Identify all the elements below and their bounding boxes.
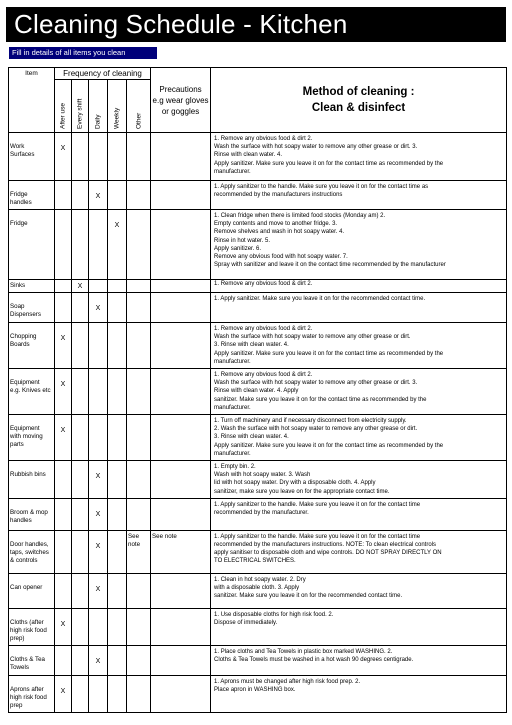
method-cell [211, 530, 507, 573]
method-line: Wash the surface with hot soapy water to remove any other grease or dirt. 3. [214, 144, 418, 151]
method-line: 1. Clean fridge when there is limited food stocks (Monday am) 2. [214, 213, 386, 219]
frequency-mark [89, 280, 108, 293]
frequency-mark [89, 608, 108, 645]
frequency-mark: X [55, 675, 72, 712]
frequency-mark [72, 133, 89, 181]
frequency-mark [127, 323, 151, 369]
method-line: with a disposable cloth. 3. Apply [214, 585, 300, 592]
frequency-mark: X [55, 369, 72, 415]
frequency-mark [127, 573, 151, 608]
frequency-header: Frequency of cleaning [55, 68, 151, 80]
table-row [9, 645, 507, 675]
method-line: Apply sanitizer. Make sure you leave it on for the contact time as recommended by the [214, 442, 444, 449]
frequency-mark: X [89, 645, 108, 675]
frequency-mark [55, 181, 72, 210]
method-line: 1. Clean in hot soapy water. 2. Dry [214, 576, 306, 583]
frequency-mark [55, 498, 72, 530]
frequency-mark [108, 645, 127, 675]
method-line: 1. Apply sanitizer to the handle. Make sure you leave it on for the contact time [214, 501, 421, 508]
frequency-mark: X [55, 608, 72, 645]
item-name: Rubbish bins [9, 461, 55, 499]
method-line: Apply sanitizer. Make sure you leave it on for the contact time as recommended by the [214, 160, 444, 167]
method-line: manufacturer. [214, 404, 251, 411]
frequency-mark [127, 415, 151, 461]
method-line: recommended by the manufacturers instructions [214, 192, 343, 199]
method-line: Wash with hot soapy water. 3. Wash [214, 472, 311, 479]
method-line: Place apron in WASHING box. [214, 687, 296, 694]
other-frequency-note: See note [127, 530, 151, 573]
freq-after-use-header: After use [55, 80, 72, 133]
method-line: 1. Aprons must be changed after high risk food prep. 2. [214, 678, 361, 685]
item-name: Door handles, taps, switches & controls [9, 530, 55, 573]
frequency-mark [127, 645, 151, 675]
method-line: lid with hot soapy water. Dry with a disposable cloth. 4. Apply [214, 480, 376, 487]
frequency-mark [127, 369, 151, 415]
frequency-mark [108, 280, 127, 293]
frequency-mark: X [89, 530, 108, 573]
table-row [9, 293, 507, 323]
method-cell [211, 280, 507, 293]
frequency-mark [108, 133, 127, 181]
cleaning-schedule-table [8, 67, 507, 713]
precautions-cell [151, 293, 211, 323]
frequency-mark: X [89, 293, 108, 323]
item-name: Broom & mop handles [9, 498, 55, 530]
frequency-mark [127, 608, 151, 645]
method-line: recommended by the manufacturer. [214, 510, 309, 517]
frequency-mark [72, 645, 89, 675]
precautions-cell [151, 323, 211, 369]
frequency-mark [72, 369, 89, 415]
frequency-mark [89, 415, 108, 461]
method-cell [211, 323, 507, 369]
frequency-mark [108, 369, 127, 415]
table-row [9, 498, 507, 530]
method-line: Dispose of immediately. [214, 620, 278, 627]
frequency-mark [108, 293, 127, 323]
method-line: Remove shelves and wash in hot soapy water. 4. [214, 229, 345, 236]
method-line: 1. Turn off machinery and if necessary disconnect from electricity supply. [214, 418, 407, 425]
method-line: Spray with sanitizer and leave it on the contact time recommended by the manufacturer [214, 262, 446, 269]
frequency-mark [72, 415, 89, 461]
method-line: 3. Rinse with clean water. 4. [214, 434, 289, 441]
frequency-mark [89, 369, 108, 415]
method-line: manufacturer. [214, 450, 251, 457]
frequency-mark [89, 675, 108, 712]
table-row [9, 608, 507, 645]
freq-other-header: Other [127, 80, 151, 133]
method-cell [211, 293, 507, 323]
method-line: Apply sanitizer. 6. [214, 245, 262, 252]
precautions-cell [151, 210, 211, 280]
method-line: Cloths & Tea Towels must be washed in a hot wash 90 degrees centigrade. [214, 657, 414, 664]
method-line: 1. Apply sanitizer. Make sure you leave it on for the recommended contact time. [214, 296, 426, 302]
method-line: 1. Remove any obvious food & dirt 2. [214, 136, 313, 142]
precautions-cell [151, 675, 211, 712]
frequency-mark [72, 181, 89, 210]
method-cell [211, 369, 507, 415]
method-line: 1. Remove any obvious food & dirt 2. [214, 281, 313, 287]
precautions-cell: See note [151, 530, 211, 573]
frequency-mark [55, 293, 72, 323]
frequency-mark [72, 498, 89, 530]
frequency-mark: X [89, 181, 108, 210]
item-name: Equipment e.g. Knives etc [9, 369, 55, 415]
frequency-mark [127, 280, 151, 293]
item-name: Cloths (after high risk food prep) [9, 608, 55, 645]
precautions-cell [151, 369, 211, 415]
item-name: Chopping Boards [9, 323, 55, 369]
method-line: 1. Use disposable cloths for high risk food. 2. [214, 611, 334, 618]
method-line: 2. Wash the surface with hot soapy water to remove any other grease or dirt. [214, 426, 418, 433]
frequency-mark [108, 573, 127, 608]
frequency-mark [72, 608, 89, 645]
table-row [9, 415, 507, 461]
freq-daily-header: Daily [89, 80, 108, 133]
method-line: 1. Remove any obvious food & dirt 2. [214, 326, 313, 332]
method-line: Apply sanitizer. Make sure you leave it on for the contact time as recommended by the [214, 350, 444, 357]
precautions-cell [151, 573, 211, 608]
frequency-mark [55, 573, 72, 608]
method-line: sanitizer. Make sure you leave it on for the contact time as recommended by the [214, 396, 427, 403]
precautions-cell [151, 498, 211, 530]
frequency-mark [72, 293, 89, 323]
frequency-mark [108, 415, 127, 461]
frequency-mark [108, 675, 127, 712]
precautions-cell [151, 280, 211, 293]
table-row [9, 573, 507, 608]
method-header: Method of cleaning : Clean & disinfect [211, 68, 507, 133]
method-cell [211, 608, 507, 645]
frequency-mark [55, 461, 72, 499]
frequency-mark [89, 210, 108, 280]
table-row [9, 280, 507, 293]
table-row [9, 369, 507, 415]
item-name: Fridge handles [9, 181, 55, 210]
table-row [9, 133, 507, 181]
table-row [9, 461, 507, 499]
precautions-cell [151, 608, 211, 645]
frequency-mark [72, 210, 89, 280]
precautions-cell [151, 181, 211, 210]
frequency-mark [89, 323, 108, 369]
frequency-mark: X [89, 461, 108, 499]
frequency-mark [55, 645, 72, 675]
method-cell [211, 675, 507, 712]
method-line: Remove any obvious food with hot soapy water. 7. [214, 254, 348, 261]
precautions-cell [151, 133, 211, 181]
frequency-mark [127, 133, 151, 181]
method-line: recommended by the manufacturers instructions. NOTE: To clean electrical controls [214, 542, 437, 549]
method-line: 1. Empty bin. 2. [214, 464, 256, 471]
method-line: 1. Apply sanitizer to the handle. Make sure you leave it on for the contact time as [214, 184, 429, 190]
item-name: Equipment with moving parts [9, 415, 55, 461]
frequency-mark [127, 675, 151, 712]
precautions-cell [151, 461, 211, 499]
frequency-mark [55, 530, 72, 573]
method-line: sanitizer, make sure you leave on for the appropriate contact time. [214, 488, 390, 495]
frequency-mark: X [108, 210, 127, 280]
frequency-mark: X [55, 323, 72, 369]
method-line: Rinse with clean water. 4. [214, 152, 283, 159]
frequency-mark [108, 498, 127, 530]
table-row [9, 210, 507, 280]
table-row [9, 323, 507, 369]
frequency-mark [127, 210, 151, 280]
frequency-mark [108, 608, 127, 645]
method-line: manufacturer. [214, 168, 251, 175]
method-cell [211, 461, 507, 499]
page-title: Cleaning Schedule - Kitchen [6, 7, 506, 42]
method-line: Empty contents and move to another fridge. 3. [214, 221, 338, 228]
frequency-mark: X [72, 280, 89, 293]
method-line: 1. Place cloths and Tea Towels in plastic box marked WASHING. 2. [214, 648, 393, 655]
frequency-mark [127, 181, 151, 210]
frequency-mark [108, 323, 127, 369]
method-line: sanitizer. Make sure you leave it on for the recommended contact time. [214, 593, 403, 600]
item-name: Fridge [9, 210, 55, 280]
table-row [9, 530, 507, 573]
precautions-cell [151, 415, 211, 461]
frequency-mark [108, 461, 127, 499]
frequency-mark [89, 133, 108, 181]
frequency-mark [72, 573, 89, 608]
method-cell [211, 498, 507, 530]
method-cell [211, 415, 507, 461]
frequency-mark [108, 181, 127, 210]
method-line: TO ELECTRICAL SWITCHES. [214, 558, 296, 565]
item-name: Sinks [9, 280, 55, 293]
item-name: Soap Dispensers [9, 293, 55, 323]
method-line: 1. Apply sanitizer to the handle. Make sure you leave it on for the contact time [214, 533, 421, 540]
frequency-mark [55, 280, 72, 293]
frequency-mark: X [55, 415, 72, 461]
table-row [9, 675, 507, 712]
method-cell [211, 133, 507, 181]
frequency-mark [72, 461, 89, 499]
precautions-cell [151, 645, 211, 675]
item-name: Cloths & Tea Towels [9, 645, 55, 675]
instruction-banner: Fill in details of all items you clean [9, 47, 157, 59]
method-line: Rinse with clean water. 4. Apply [214, 388, 299, 395]
frequency-mark [72, 675, 89, 712]
method-line: Rinse in hot water. 5. [214, 237, 271, 244]
frequency-mark [127, 498, 151, 530]
frequency-mark [127, 461, 151, 499]
frequency-mark [72, 530, 89, 573]
method-line: manufacturer. [214, 358, 251, 365]
precautions-header: Precautions e.g wear gloves or goggles [151, 68, 211, 133]
method-line: 3. Rinse with clean water. 4. [214, 342, 289, 349]
method-line: 1. Remove any obvious food & dirt 2. [214, 372, 313, 379]
method-line: Wash the surface with hot soapy water to remove any other grease or dirt. 3. [214, 380, 418, 387]
frequency-mark [108, 530, 127, 573]
item-name: Work Surfaces [9, 133, 55, 181]
freq-every-shift-header: Every shift [72, 80, 89, 133]
method-cell [211, 645, 507, 675]
method-cell [211, 181, 507, 210]
schedule-rows [9, 133, 507, 713]
frequency-mark [127, 293, 151, 323]
table-row [9, 181, 507, 210]
item-name: Aprons after high risk food prep [9, 675, 55, 712]
method-cell [211, 210, 507, 280]
method-line: apply sanitiser to disposable cloth and wipe controls. DO NOT SPRAY DIRECTLY ON [214, 550, 442, 557]
frequency-mark: X [89, 498, 108, 530]
item-header: Item [9, 68, 55, 133]
method-cell [211, 573, 507, 608]
item-name: Can opener [9, 573, 55, 608]
frequency-mark [55, 210, 72, 280]
freq-weekly-header: Weekly [108, 80, 127, 133]
frequency-mark [72, 323, 89, 369]
frequency-mark: X [89, 573, 108, 608]
frequency-mark: X [55, 133, 72, 181]
method-line: Wash the surface with hot soapy water to remove any other grease or dirt. [214, 334, 411, 341]
